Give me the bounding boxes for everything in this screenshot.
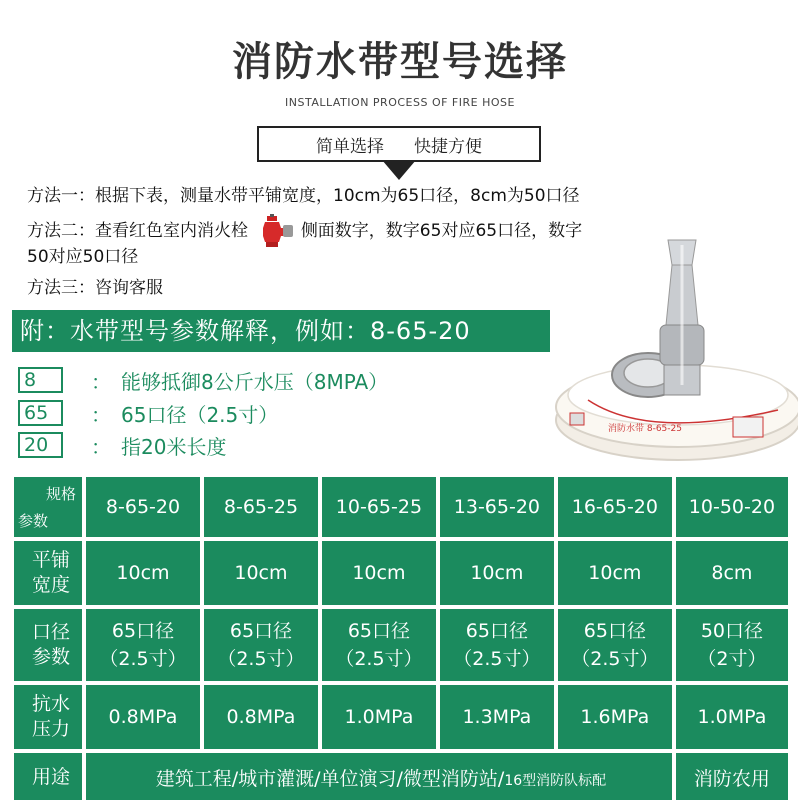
param-desc: 65口径（2.5寸） (121, 402, 279, 427)
use-main-text: 建筑工程/城市灌溉/单位演习/微型消防站/ (155, 767, 505, 790)
param-row (18, 367, 388, 393)
param-banner: 附：水带型号参数解释，例如：8-65-20 (12, 310, 550, 352)
caliber-value: 65口径 (465, 620, 528, 642)
table-cell (86, 609, 200, 681)
method-three: 方法三：咨询客服 (27, 278, 163, 298)
table-cell: 10cm (558, 541, 672, 605)
method-two (27, 214, 582, 248)
caliber-inch: （2.5寸） (99, 648, 187, 670)
table-header-row (14, 477, 788, 537)
param-row (18, 432, 226, 458)
caliber-inch: （2寸） (697, 648, 767, 670)
param-code: 20 (18, 432, 63, 458)
model-cell: 8-65-25 (204, 477, 318, 537)
method-two-pre: 方法二：查看红色室内消火栓 (27, 221, 248, 241)
table-cell: 10cm (204, 541, 318, 605)
table-cell: 1.0MPa (676, 685, 788, 749)
param-code: 8 (18, 367, 63, 393)
table-row (14, 541, 788, 605)
method-two-line2: 50对应50口径 (27, 247, 139, 267)
model-cell: 16-65-20 (558, 477, 672, 537)
model-cell: 13-65-20 (440, 477, 554, 537)
fire-hose-image (548, 235, 798, 470)
use-small-text: 16型消防队标配 (504, 772, 607, 789)
spec-table (10, 473, 792, 800)
model-cell: 8-65-20 (86, 477, 200, 537)
table-cell (440, 609, 554, 681)
hose-label: 消防水带 8-65-25 (608, 424, 682, 434)
page-subtitle: INSTALLATION PROCESS OF FIRE HOSE (285, 96, 515, 109)
caliber-inch: （2.5寸） (217, 648, 305, 670)
hydrant-icon (253, 214, 295, 248)
table-cell: 0.8MPa (204, 685, 318, 749)
table-cell: 1.3MPa (440, 685, 554, 749)
method-one: 方法一：根据下表，测量水带平铺宽度，10cm为65口径，8cm为50口径 (27, 186, 580, 206)
param-code: 65 (18, 400, 63, 426)
method-two-post: 侧面数字，数字65对应65口径，数字 (300, 221, 583, 241)
model-cell: 10-50-20 (676, 477, 788, 537)
row-label-caliber: 口径 参数 (14, 609, 82, 681)
param-colon: ： (91, 402, 111, 427)
table-cell: 1.6MPa (558, 685, 672, 749)
table-cell (322, 609, 436, 681)
table-cell: 0.8MPa (86, 685, 200, 749)
tagline-box (257, 126, 541, 162)
use-cell-last: 消防农用 (676, 753, 788, 800)
row-label-use: 用途 (14, 753, 82, 800)
table-cell (558, 609, 672, 681)
row-label-flat: 平铺 宽度 (14, 541, 82, 605)
table-cell (676, 609, 788, 681)
caliber-value: 65口径 (347, 620, 411, 642)
table-cell: 1.0MPa (322, 685, 436, 749)
param-desc: 指20米长度 (121, 434, 227, 459)
caliber-inch: （2.5寸） (453, 648, 541, 670)
param-desc: 能够抵御8公斤水压（8MPA） (121, 369, 389, 394)
table-cell: 10cm (440, 541, 554, 605)
caliber-value: 65口径 (583, 620, 646, 642)
table-corner-cell (14, 477, 82, 537)
tagline-left: 简单选择 (316, 136, 384, 157)
row-label-pressure: 抗水 压力 (14, 685, 82, 749)
param-colon: ： (91, 434, 111, 459)
param-row (18, 400, 278, 426)
table-row (14, 753, 788, 800)
tagline-right: 快捷方便 (414, 136, 482, 157)
page-title: 消防水带型号选择 (232, 39, 568, 85)
caliber-inch: （2.5寸） (571, 648, 659, 670)
down-triangle-icon (382, 160, 416, 180)
caliber-value: 65口径 (229, 620, 293, 642)
caliber-inch: （2.5寸） (335, 648, 423, 670)
corner-top-label: 规格 (45, 485, 76, 503)
model-cell: 10-65-25 (322, 477, 436, 537)
table-cell: 10cm (322, 541, 436, 605)
table-row (14, 609, 788, 681)
table-cell: 10cm (86, 541, 200, 605)
table-row (14, 685, 788, 749)
caliber-value: 50口径 (700, 620, 764, 642)
table-cell: 8cm (676, 541, 788, 605)
corner-bottom-label: 参数 (18, 512, 49, 530)
param-colon: ： (91, 369, 111, 394)
caliber-value: 65口径 (111, 620, 175, 642)
use-cell (86, 753, 672, 800)
table-cell (204, 609, 318, 681)
